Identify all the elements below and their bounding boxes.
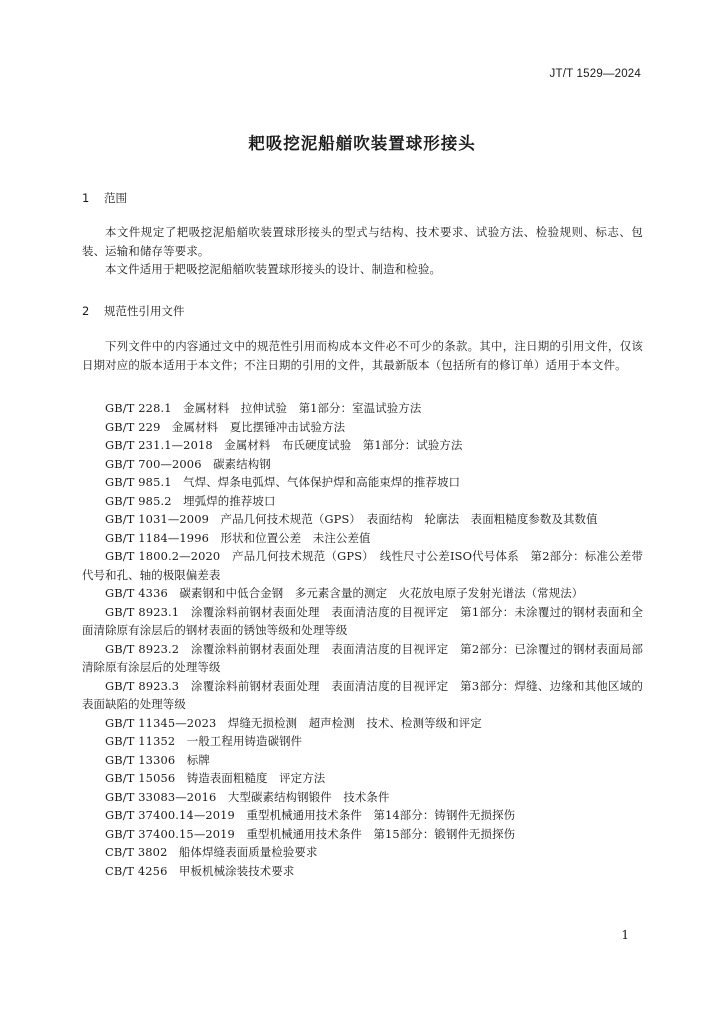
reference-entry: GB/T 33083—2016 大型碳素结构钢锻件 技术条件	[105, 789, 390, 804]
reference-entry: GB/T 1800.2—2020 产品几何技术规范（GPS） 线性尺寸公差ISO代号体系 第2部分：标准公差带代号和孔、轴的极限偏差表	[82, 549, 643, 582]
section-2-title: 规范性引用文件	[104, 304, 185, 318]
reference-entry: GB/T 1031—2009 产品几何技术规范（GPS） 表面结构 轮廓法 表面粗糙度参数及其数值	[105, 512, 598, 526]
reference-entry: GB/T 229 金属材料 夏比摆锤冲击试验方法	[105, 419, 346, 434]
reference-entry: GB/T 8923.2 涂覆涂料前钢材表面处理 表面清洁度的目视评定 第2部分：已涂覆过的钢材表面局部清除原有涂层后的处理等级	[82, 641, 643, 674]
reference-entry: CB/T 3802 船体焊缝表面质量检验要求	[105, 845, 318, 859]
document-title: 耙吸挖泥船艏吹装置球形接头	[248, 134, 476, 153]
section-1-paragraph: 本文件适用于耙吸挖泥船艏吹装置球形接头的设计、制造和检验。	[105, 262, 442, 276]
reference-entry: GB/T 1184—1996 形状和位置公差 未注公差值	[105, 530, 371, 545]
reference-entry: GB/T 13306 标牌	[105, 752, 210, 767]
page-number: 1	[621, 928, 629, 942]
standard-code: JT/T 1529—2024	[549, 68, 641, 80]
section-2-heading	[82, 303, 185, 319]
reference-entry: GB/T 4336 碳素钢和中低合金钢 多元素含量的测定 火花放电原子发射光谱法（常规法）	[105, 586, 584, 600]
section-1-number: 1	[82, 191, 90, 205]
reference-entry: CB/T 4256 甲板机械涂装技术要求	[105, 863, 295, 878]
reference-entry: GB/T 15056 铸造表面粗糙度 评定方法	[105, 771, 326, 785]
reference-entry: GB/T 228.1 金属材料 拉伸试验 第1部分：室温试验方法	[105, 401, 422, 415]
section-2-number: 2	[82, 304, 90, 318]
reference-entry: GB/T 8923.1 涂覆涂料前钢材表面处理 表面清洁度的目视评定 第1部分：未涂覆过的钢材表面和全面清除原有涂层后的钢材表面的锈蚀等级和处理等级	[82, 604, 643, 637]
section-1-body	[82, 223, 643, 279]
section-1-heading	[82, 190, 127, 206]
section-1-title: 范围	[104, 191, 127, 205]
reference-entry: GB/T 985.2 埋弧焊的推荐坡口	[105, 493, 276, 508]
reference-entry: GB/T 700—2006 碳素结构钢	[105, 456, 271, 471]
reference-entry: GB/T 985.1 气焊、焊条电弧焊、气体保护焊和高能束焊的推荐坡口	[105, 475, 461, 489]
reference-entry: GB/T 37400.14—2019 重型机械通用技术条件 第14部分：铸钢件无损探伤	[105, 808, 516, 822]
normative-reference-list	[82, 399, 643, 880]
reference-entry: GB/T 8923.3 涂覆涂料前钢材表面处理 表面清洁度的目视评定 第3部分：焊缝、边缘和其他区域的表面缺陷的处理等级	[82, 678, 643, 711]
reference-entry: GB/T 11345—2023 焊缝无损检测 超声检测 技术、检测等级和评定	[105, 715, 482, 730]
section-1-paragraph: 本文件规定了耙吸挖泥船艏吹装置球形接头的型式与结构、技术要求、试验方法、检验规则、标志、包装、运输和储存等要求。	[82, 225, 643, 258]
reference-entry: GB/T 37400.15—2019 重型机械通用技术条件 第15部分：锻钢件无损探伤	[105, 826, 516, 841]
reference-entry: GB/T 11352 一般工程用铸造碳钢件	[105, 734, 303, 748]
section-2-intro-paragraph: 下列文件中的内容通过文中的规范性引用而构成本文件必不可少的条款。其中，注日期的引用文件，仅该日期对应的版本适用于本文件；不注日期的引用的文件，其最新版本（包括所有的修订单）适用于本文件。	[82, 339, 643, 372]
section-2-intro	[82, 337, 643, 374]
reference-entry: GB/T 231.1—2018 金属材料 布氏硬度试验 第1部分：试验方法	[105, 438, 463, 452]
